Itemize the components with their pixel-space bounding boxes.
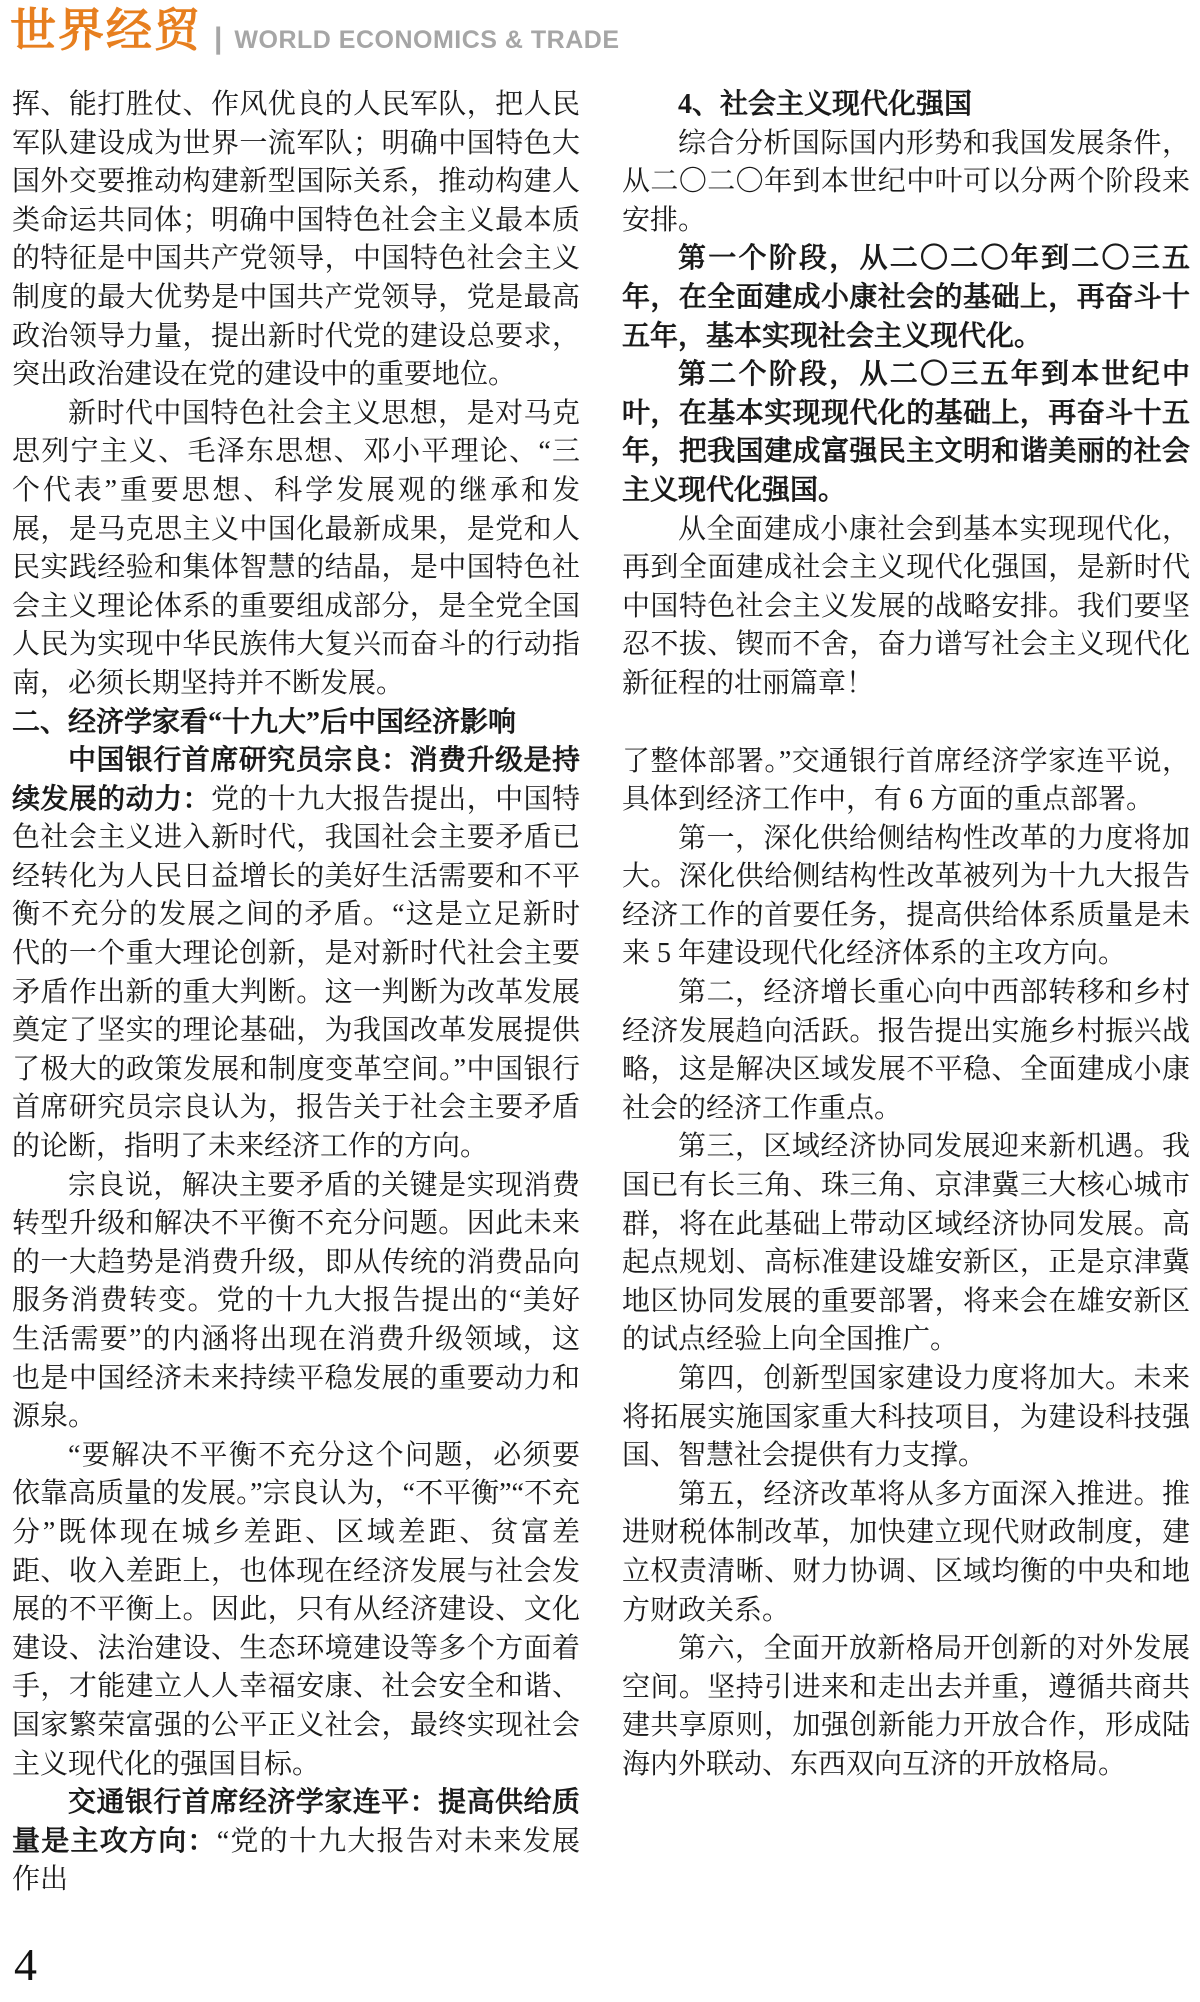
- paragraph-point-4: 第四，创新型国家建设力度将加大。未来将拓展实施国家重大科技项目，为建设科技强国、智慧社会提供有力支撑。: [622, 1363, 1190, 1472]
- page-number: 4: [14, 1939, 37, 1990]
- paragraph-body-text: “党的十九大报告对未来发展作出: [12, 1825, 580, 1896]
- title-divider: |: [214, 21, 223, 55]
- paragraph-deploy-continuation: 了整体部署。”交通银行首席经济学家连平说，具体到经济工作中，有 6 方面的重点部署。: [622, 745, 1190, 816]
- paragraph-lianping: [12, 1784, 580, 1900]
- left-column: [12, 86, 580, 1900]
- paragraph-quality-development: “要解决不平衡不充分这个问题，必须要依靠高质量的发展。”宗良认为，“不平衡”“不充分”既体现在城乡差距、区域差距、贫富差距、收入差距上，也体现在经济发展与社会发展的不平衡上。因此，只有从经济建设、文化建设、法治建设、生态环境建设等多个方面着手，才能建立人人幸福安康、社会安全和谐、国家繁荣富强的公平正义社会，最终实现社会主义现代化的强国目标。: [12, 1439, 580, 1780]
- section-heading-economists: 二、经济学家看“十九大”后中国经济影响: [12, 706, 517, 738]
- section-heading-modernization: 4、社会主义现代化强国: [678, 89, 973, 120]
- paragraph-army-continuation: 挥、能打胜仗、作风优良的人民军队，把人民军队建设成为世界一流军队；明确中国特色大国外交要推动构建新型国际关系，推动构建人类命运共同体；明确中国特色社会主义最本质的特征是中国共产党领导，中国特色社会主义制度的最大优势是中国共产党领导，党是最高政治领导力量，提出新时代党的建设总要求，突出政治建设在党的建设中的重要地位。: [12, 89, 580, 391]
- paragraph-strategic-arrangement: 从全面建成小康社会到基本实现现代化，再到全面建成社会主义现代化强国，是新时代中国特色社会主义发展的战略安排。我们要坚忍不拔、锲而不舍，奋力谱写社会主义现代化新征程的壮丽篇章！: [622, 513, 1190, 699]
- speaker-lead-lianping: 交通银行首席经济学家连平：提高供给质量是主攻方向：: [12, 1787, 580, 1857]
- page-header: [10, 6, 620, 54]
- paragraph-point-2: 第二，经济增长重心向中西部转移和乡村经济发展趋向活跃。报告提出实施乡村振兴战略，这是解决区域发展不平稳、全面建成小康社会的经济工作重点。: [622, 977, 1190, 1124]
- paragraph-body-text: 党的十九大报告提出，中国特色社会主义进入新时代，我国社会主要矛盾已经转化为人民日益增长的美好生活需要和不平衡不充分的发展之间的矛盾。“这是立足新时代的一个重大理论创新，是对新时代社会主要矛盾作出新的重大判断。这一判断为改革发展奠定了坚实的理论基础，为我国改革发展提供了极大的政策发展和制度变革空间。”中国银行首席研究员宗良认为，报告关于社会主要矛盾的论断，指明了未来经济工作的方向。: [12, 783, 580, 1163]
- right-column: [622, 86, 1190, 1900]
- paragraph-point-1: 第一，深化供给侧结构性改革的力度将加大。深化供给侧结构性改革被列为十九大报告经济工作的首要任务，提高供给体系质量是未来 5 年建设现代化经济体系的主攻方向。: [622, 822, 1190, 970]
- paragraph-two-stage-analysis: 综合分析国际国内形势和我国发展条件，从二〇二〇年到本世纪中叶可以分两个阶段来安排。: [622, 127, 1190, 236]
- paragraph-point-6: 第六，全面开放新格局开创新的对外发展空间。坚持引进来和走出去并重，遵循共商共建共享原则，加强创新能力开放合作，形成陆海内外联动、东西双向互济的开放格局。: [622, 1633, 1190, 1780]
- paragraph-zongliang-says: 宗良说，解决主要矛盾的关键是实现消费转型升级和解决不平衡不充分问题。因此未来的一大趋势是消费升级，即从传统的消费品向服务消费转变。党的十九大报告提出的“美好生活需要”的内涵将出现在消费升级领域，这也是中国经济未来持续平稳发展的重要动力和源泉。: [12, 1169, 580, 1433]
- paragraph-point-3: 第三，区域经济协同发展迎来新机遇。我国已有长三角、珠三角、京津冀三大核心城市群，将在此基础上带动区域经济协同发展。高起点规划、高标准建设雄安新区，正是京津冀地区协同发展的重要部署，将来会在雄安新区的试点经验上向全国推广。: [622, 1131, 1190, 1356]
- paragraph-zongliang: [12, 742, 580, 1167]
- section-title-zh: 世界经贸: [10, 4, 202, 56]
- paragraph-point-5: 第五，经济改革将从多方面深入推进。推进财税体制改革，加快建立现代财政制度，建立权责清晰、财力协调、区域均衡的中央和地方财政关系。: [622, 1478, 1190, 1626]
- paragraph-stage-two: 第二个阶段，从二〇三五年到本世纪中叶，在基本实现现代化的基础上，再奋斗十五年，把我国建成富强民主文明和谐美丽的社会主义现代化强国。: [622, 359, 1190, 506]
- two-column-body: [12, 86, 1190, 1900]
- speaker-lead-zongliang: 中国银行首席研究员宗良：消费升级是持续发展的动力：: [12, 745, 580, 815]
- section-title-en: WORLD ECONOMICS & TRADE: [234, 25, 620, 54]
- paragraph-new-era-thought: 新时代中国特色社会主义思想，是对马克思列宁主义、毛泽东思想、邓小平理论、“三个代表”重要思想、科学发展观的继承和发展，是马克思主义中国化最新成果，是党和人民实践经验和集体智慧的结晶，是中国特色社会主义理论体系的重要组成部分，是全党全国人民为实现中华民族伟大复兴而奋斗的行动指南，必须长期坚持并不断发展。: [12, 397, 580, 699]
- paragraph-stage-one: 第一个阶段，从二〇二〇年到二〇三五年，在全面建成小康社会的基础上，再奋斗十五年，基本实现社会主义现代化。: [622, 243, 1190, 352]
